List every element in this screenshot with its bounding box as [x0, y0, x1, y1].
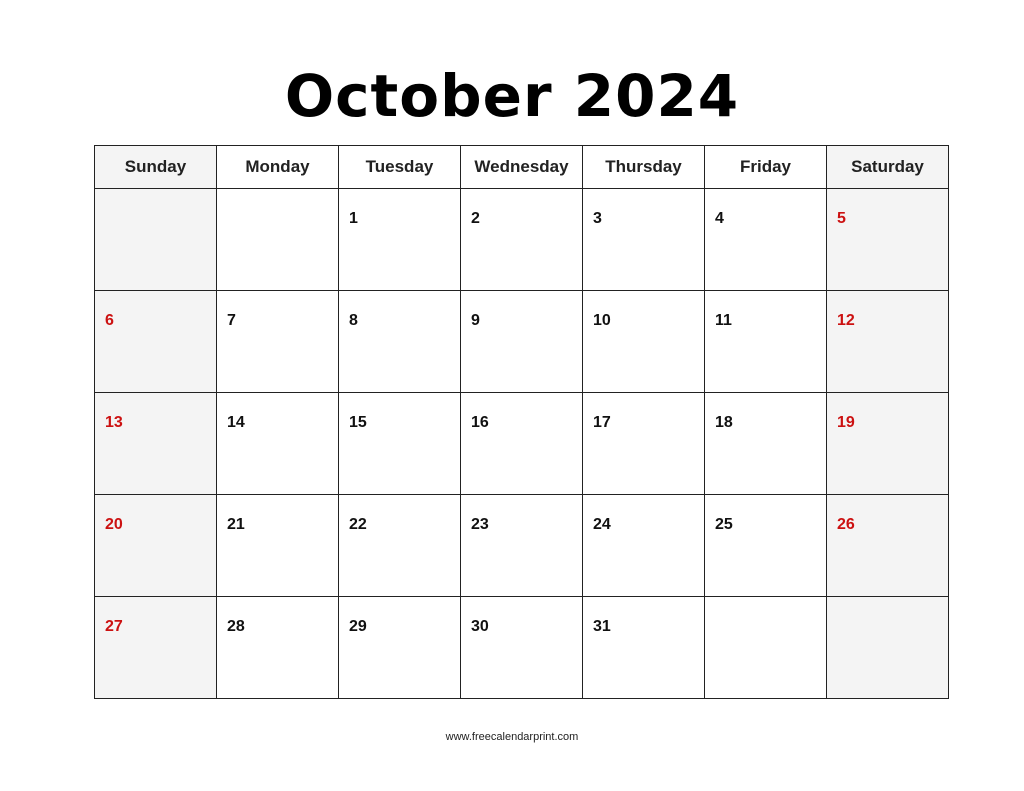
day-number: 19 [837, 414, 855, 431]
calendar-grid [94, 145, 949, 699]
day-number: 17 [593, 414, 611, 431]
weekday-header-friday: Friday [705, 146, 827, 189]
day-cell [705, 291, 827, 393]
day-cell [827, 597, 949, 699]
day-cell [95, 597, 217, 699]
day-cell [339, 597, 461, 699]
day-cell [217, 597, 339, 699]
day-number: 5 [837, 210, 846, 227]
day-number: 18 [715, 414, 733, 431]
day-number: 11 [715, 312, 732, 329]
day-number: 8 [349, 312, 358, 329]
day-cell [583, 291, 705, 393]
day-cell [339, 189, 461, 291]
day-number [217, 189, 338, 209]
day-cell [461, 291, 583, 393]
day-cell [705, 189, 827, 291]
day-number: 12 [837, 312, 855, 329]
day-cell [461, 495, 583, 597]
day-number: 31 [593, 618, 611, 635]
day-number: 10 [593, 312, 611, 329]
day-cell [339, 291, 461, 393]
day-number: 21 [227, 516, 245, 533]
weekday-header-sunday: Sunday [95, 146, 217, 189]
day-number: 26 [837, 516, 855, 533]
day-cell [95, 393, 217, 495]
day-number [95, 189, 216, 209]
day-number [827, 597, 948, 617]
day-cell [827, 189, 949, 291]
day-number: 23 [471, 516, 489, 533]
weekday-header-monday: Monday [217, 146, 339, 189]
day-number: 1 [349, 210, 358, 227]
day-number: 13 [105, 414, 123, 431]
day-cell [461, 189, 583, 291]
day-number: 9 [471, 312, 480, 329]
day-cell [827, 291, 949, 393]
calendar-title: October 2024 [284, 62, 740, 130]
week-row [95, 597, 949, 699]
day-cell [217, 495, 339, 597]
day-cell [583, 189, 705, 291]
day-number: 7 [227, 312, 236, 329]
day-number: 2 [471, 210, 480, 227]
day-cell [583, 597, 705, 699]
day-number: 22 [349, 516, 367, 533]
week-row [95, 189, 949, 291]
day-cell [827, 495, 949, 597]
weekday-header-row [95, 146, 949, 189]
day-cell [339, 393, 461, 495]
day-number: 30 [471, 618, 489, 635]
day-cell [95, 291, 217, 393]
footer-website-url: www.freecalendarprint.com [445, 731, 579, 743]
day-cell [583, 495, 705, 597]
day-cell [95, 189, 217, 291]
week-row [95, 495, 949, 597]
weekday-header-wednesday: Wednesday [461, 146, 583, 189]
day-number: 28 [227, 618, 245, 635]
day-number: 6 [105, 312, 114, 329]
day-cell [705, 393, 827, 495]
weekday-header-saturday: Saturday [827, 146, 949, 189]
day-cell [217, 291, 339, 393]
day-cell [583, 393, 705, 495]
day-number: 29 [349, 618, 367, 635]
day-cell [705, 597, 827, 699]
weekday-header-tuesday: Tuesday [339, 146, 461, 189]
day-cell [95, 495, 217, 597]
day-number: 15 [349, 414, 367, 431]
weekday-header-thursday: Thursday [583, 146, 705, 189]
day-number: 4 [715, 210, 724, 227]
week-row [95, 393, 949, 495]
day-number: 20 [105, 516, 123, 533]
day-cell [461, 597, 583, 699]
day-cell [827, 393, 949, 495]
day-number: 16 [471, 414, 489, 431]
day-cell [217, 189, 339, 291]
week-row [95, 291, 949, 393]
day-number: 25 [715, 516, 733, 533]
day-number [705, 597, 826, 617]
day-cell [217, 393, 339, 495]
day-number: 24 [593, 516, 611, 533]
day-number: 14 [227, 414, 245, 431]
day-number: 3 [593, 210, 602, 227]
day-cell [705, 495, 827, 597]
day-number: 27 [105, 618, 123, 635]
day-cell [339, 495, 461, 597]
day-cell [461, 393, 583, 495]
